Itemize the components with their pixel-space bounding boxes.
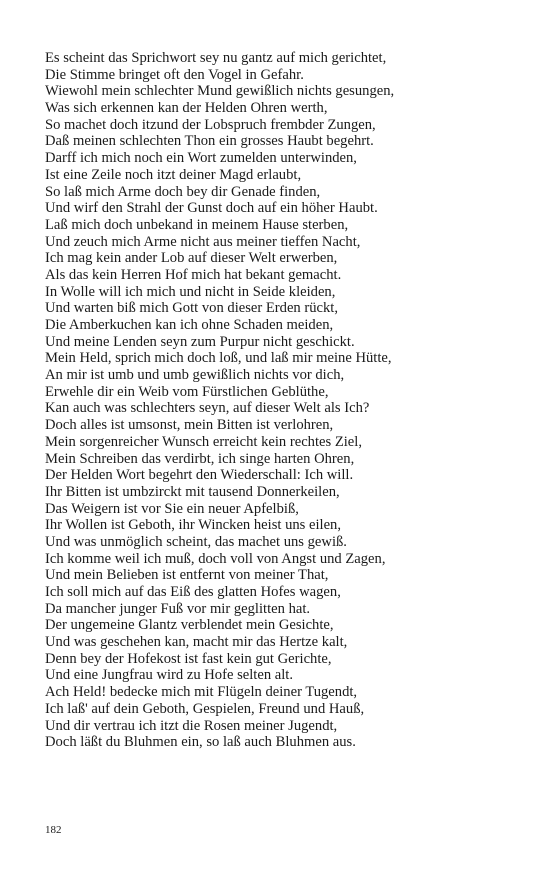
poem-line: Ich laß' auf dein Geboth, Gespielen, Freund und Hauß,: [45, 700, 365, 717]
poem-line: Kan auch was schlechters seyn, auf dieser Welt als Ich?: [45, 400, 370, 417]
poem-line: Und warten biß mich Gott von dieser Erden rückt,: [45, 300, 339, 317]
poem-line: Doch läßt du Bluhmen ein, so laß auch Bluhmen aus.: [45, 734, 356, 751]
poem-line: Wiewohl mein schlechter Mund gewißlich nichts gesungen,: [45, 83, 395, 100]
poem-line: Und was unmöglich scheint, das machet uns gewiß.: [45, 533, 347, 550]
poem-line: Erwehle dir ein Weib vom Fürstlichen Geblüthe,: [45, 383, 329, 400]
poem-line: Und zeuch mich Arme nicht aus meiner tieffen Nacht,: [45, 233, 361, 250]
poem-line: Und eine Jungfrau wird zu Hofe selten alt.: [45, 667, 294, 684]
poem-line: Mein sorgenreicher Wunsch erreicht kein rechtes Ziel,: [45, 433, 362, 450]
poem-line: Die Amberkuchen kan ich ohne Schaden meiden,: [45, 317, 334, 333]
poem-text: [45, 50, 394, 751]
poem-line: Ich komme weil ich muß, doch voll von Angst und Zagen,: [45, 550, 386, 567]
poem-line: Und was geschehen kan, macht mir das Hertze kalt,: [45, 634, 348, 651]
poem-line: Und dir vertrau ich itzt die Rosen meiner Jugendt,: [45, 717, 338, 734]
poem-line: Darff ich mich noch ein Wort zumelden unterwinden,: [45, 150, 357, 167]
poem-line: Was sich erkennen kan der Helden Ohren werth,: [45, 100, 328, 117]
poem-line: Ihr Wollen ist Geboth, ihr Wincken heist uns eilen,: [45, 517, 342, 534]
poem-line: Ich soll mich auf das Eiß des glatten Hofes wagen,: [45, 584, 341, 600]
poem-line: Das Weigern ist vor Sie ein neuer Apfelbiß,: [45, 500, 299, 517]
poem-line: Die Stimme bringet oft den Vogel in Gefahr.: [45, 66, 304, 83]
poem-line: Und meine Lenden seyn zum Purpur nicht geschickt.: [45, 333, 355, 350]
poem-line: In Wolle will ich mich und nicht in Seide kleiden,: [45, 283, 336, 300]
poem-line: Ihr Bitten ist umbzirckt mit tausend Donnerkeilen,: [45, 483, 340, 500]
poem-line: So laß mich Arme doch bey dir Genade finden,: [45, 183, 321, 200]
poem-line: Ich mag kein ander Lob auf dieser Welt erwerben,: [45, 250, 338, 267]
poem-line: Denn bey der Hofekost ist fast kein gut Gerichte,: [45, 650, 332, 667]
poem-line: An mir ist umb und umb gewißlich nichts vor dich,: [45, 367, 345, 384]
poem-line: Als das kein Herren Hof mich hat bekant gemacht.: [45, 266, 342, 283]
poem-line: Es scheint das Sprichwort sey nu gantz auf mich gerichtet,: [45, 50, 387, 66]
poem-line: So machet doch itzund der Lobspruch frembder Zungen,: [45, 116, 376, 133]
poem-line: Da mancher junger Fuß vor mir geglitten hat.: [45, 600, 311, 617]
poem-line: Laß mich doch unbekand in meinem Hause sterben,: [45, 216, 349, 233]
poem-line: Und wirf den Strahl der Gunst doch auf ein höher Haubt.: [45, 200, 378, 217]
poem-line: Der Helden Wort begehrt den Wiederschall: Ich will.: [45, 467, 354, 484]
poem-line: Doch alles ist umsonst, mein Bitten ist verlohren,: [45, 417, 334, 434]
poem-line: Mein Held, sprich mich doch loß, und laß mir meine Hütte,: [45, 350, 392, 367]
poem-line: Ach Held! bedecke mich mit Flügeln deiner Tugendt,: [45, 684, 358, 701]
poem-line: Mein Schreiben das verdirbt, ich singe harten Ohren,: [45, 450, 355, 467]
poem-line: Und mein Belieben ist entfernt von meiner That,: [45, 567, 329, 584]
poem-line: Der ungemeine Glantz verblendet mein Gesichte,: [45, 617, 334, 634]
poem-line: Daß meinen schlechten Thon ein grosses Haubt begehrt.: [45, 133, 374, 150]
poem-line: Ist eine Zeile noch itzt deiner Magd erlaubt,: [45, 166, 302, 183]
page-number: 182: [45, 824, 62, 836]
